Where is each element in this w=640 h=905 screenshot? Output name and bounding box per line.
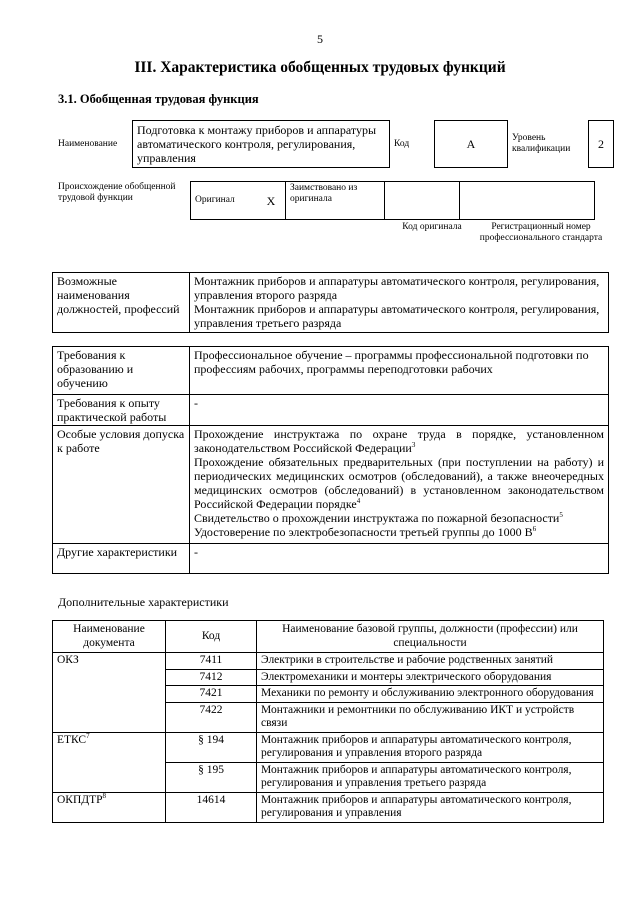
doc-okz: ОКЗ [53,653,166,733]
reg-number-cell [460,182,595,220]
other-value: - [190,544,609,574]
code-value: А [435,121,508,168]
table-row [53,792,604,822]
reg-number-caption: Регистрационный номер профессионального стандарта [479,222,603,243]
section-title: III. Характеристика обобщенных трудовых функций [134,59,506,76]
name-cell: Электрики в строительстве и рабочие родственных занятий [257,653,604,670]
experience-label: Требования к опыту практической работы [53,395,190,426]
table-row [53,732,604,762]
level-value: 2 [589,121,614,168]
position-line: Монтажник приборов и аппаратуры автоматического контроля, регулирования, управления второго разряда [194,274,600,302]
code-label: Код [394,138,410,149]
header-name: Наименование базовой группы, должности (профессии) или специальности [257,621,604,653]
condition-item: Удостоверение по электробезопасности третьей группы до 1000 $В^6$ [194,525,537,539]
original-mark: X [257,182,286,220]
name-cell: Механики по ремонту и обслуживанию электронного оборудования [257,686,604,703]
footnote-ref: 4 [356,497,361,505]
name-cell: Монтажники и ремонтники по обслуживанию ИКТ и устройств связи [257,702,604,732]
footnote-ref: 6 [532,525,537,533]
name-value: Подготовка к монтажу приборов и аппаратуры автоматического контроля, регулирования, управления [133,121,390,168]
name-label: Наименование [58,138,118,149]
name-cell: Монтажник приборов и аппаратуры автоматического контроля, регулирования и управления второго разряда [257,732,604,762]
condition-item: Прохождение обязательных предварительных (при поступлении на работу) и периодических медицинских осмотров (обследований), а также внеочередных медицинских осмотров (обследований) в установленном законодательством Российской Федерации порядке$^4$ [194,455,604,511]
function-header-table [58,120,614,168]
header-code: Код [166,621,257,653]
footnote-ref: 3 [411,441,416,449]
subsection-title: 3.1. Обобщенная трудовая функция [58,92,259,106]
conditions-label: Особые условия допуска к работе [53,426,190,544]
education-value: Профессиональное обучение – программы профессиональной подготовки по профессиям рабочих, программы переподготовки рабочих [190,347,609,395]
name-cell: Монтажник приборов и аппаратуры автоматического контроля, регулирования и управления [257,792,604,822]
code-cell: 7421 [166,686,257,703]
name-cell: Монтажник приборов и аппаратуры автоматического контроля, регулирования и управления третьего разряда [257,762,604,792]
additional-table [52,620,604,823]
origin-label: Происхождение обобщенной трудовой функции [58,182,176,203]
doc-etks: ЕТКС$^7$ [53,732,166,792]
code-cell: 7412 [166,669,257,686]
additional-title: Дополнительные характеристики [58,595,229,609]
code-original-cell [385,182,460,220]
code-original-caption: Код оригинала [402,222,462,232]
footnote-ref: 7 [86,731,90,740]
requirements-table [52,346,609,574]
positions-label: Возможные наименования должностей, профессий [53,273,190,333]
other-label: Другие характеристики [53,544,190,574]
code-cell: 14614 [166,792,257,822]
original-label: Оригинал [191,182,258,220]
condition-item: Прохождение инструктажа по охране труда в порядке, установленном законодательством Российской Федерации$^3$ [194,427,604,455]
code-cell: § 195 [166,762,257,792]
header-doc: Наименование документа [53,621,166,653]
positions-table [52,272,609,333]
footnote-ref: 5 [559,511,563,519]
position-line: Монтажник приборов и аппаратуры автоматического контроля, регулирования, управления третьего разряда [194,302,600,330]
level-label: Уровень квалификации [512,133,571,154]
condition-item: Свидетельство о прохождении инструктажа по пожарной безопасности$^5$ [194,511,563,525]
table-header-row [53,621,604,653]
page-number: 5 [317,32,323,46]
code-cell: § 194 [166,732,257,762]
code-cell: 7411 [166,653,257,670]
education-label: Требования к образованию и обучению [53,347,190,395]
table-row [53,653,604,670]
positions-values [190,273,609,333]
doc-okpdtr: ОКПДТР$^8$ [53,792,166,822]
experience-value: - [190,395,609,426]
name-cell: Электромеханики и монтеры электрического оборудования [257,669,604,686]
borrowed-label: Заимствовано из оригинала [286,182,385,220]
code-cell: 7422 [166,702,257,732]
origin-table [190,181,595,220]
conditions-values [190,426,609,544]
footnote-ref: 8 [102,791,107,800]
